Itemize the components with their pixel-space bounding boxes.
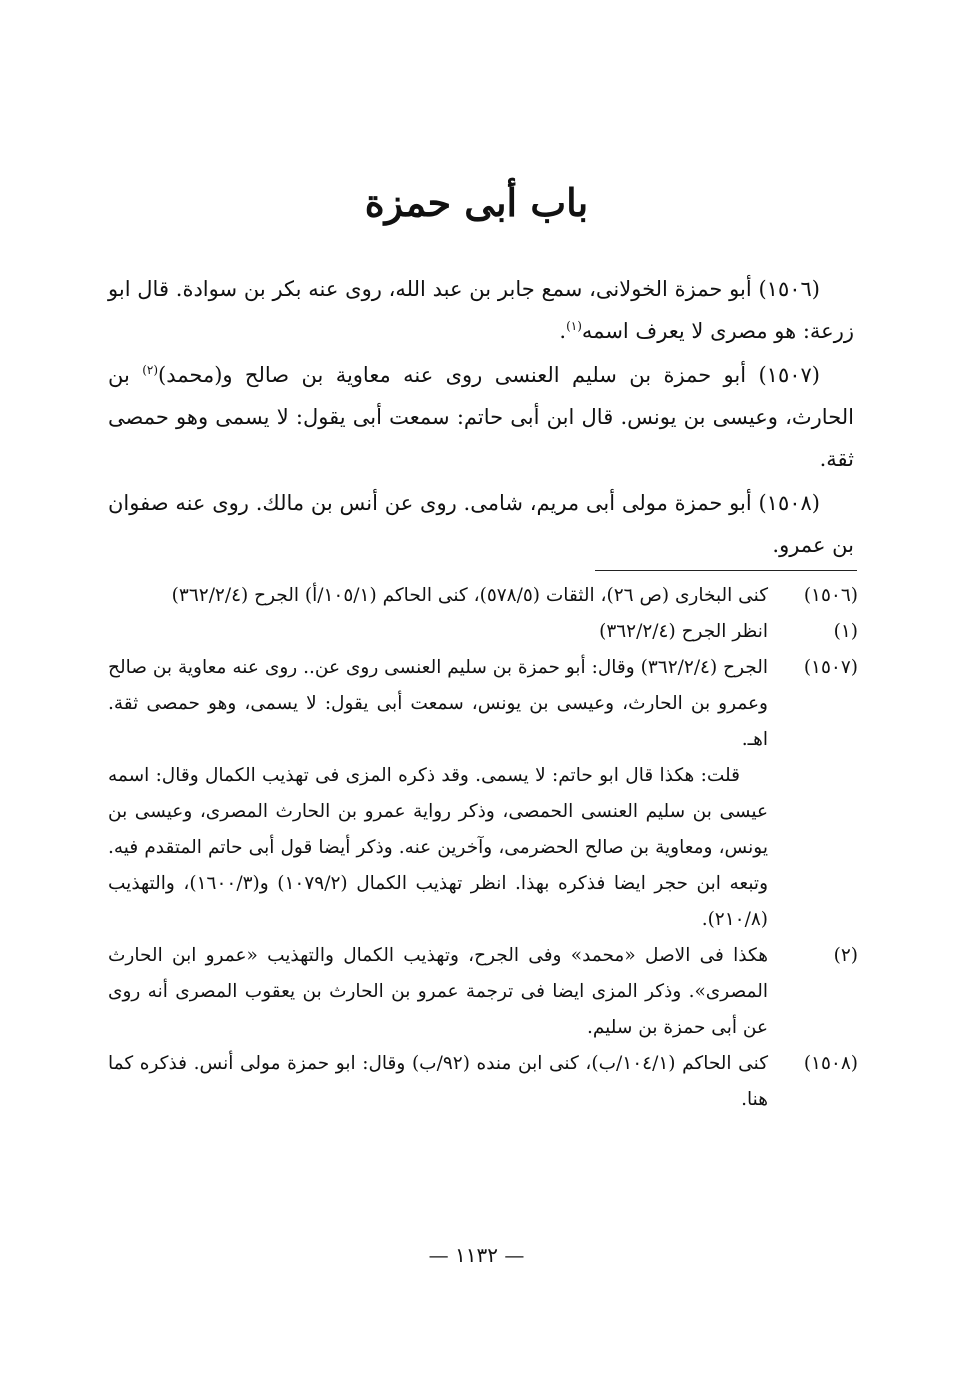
footnote-body [108,614,768,650]
entry-1507 [108,354,854,480]
footnote-mark: (١) [566,319,582,333]
footnote-1 [108,614,858,650]
footnote-paragraph: كنى الحاكم (١٠٤/١/ب)، كنى ابن منده (٩٢/ب) وقال: ابو حمزة مولى أنس. فذكره كما هنا. [108,1053,768,1110]
footnote-paragraph: قلت: هكذا قال ابو حاتم: لا يسمى. وقد ذكره المزى فى تهذيب الكمال وقال: اسمه عيسى بن سليم العنسى الحمصى، وذكر رواية عمرو بن الحارث المصرى، وعيسى بن يونس، ومعاوية بن صالح الحضرمى، وآخرين عنه. وذكر أيضا قول أبى حاتم المتقدم فيه. وتبعه ابن حجر ايضا فذكره بهذا. انظر تهذيب الكمال (١٠٧٩/٢) و(١٦٠٠/٣)، والتهذيب (٢١٠/٨). [108,765,769,930]
entry-1506 [108,268,854,352]
entry-text-continued: بن الحارث، وعيسى بن يونس. قال ابن أبى حاتم: سمعت أبى يقول: لا يسمى وهو حمصى ثقة. [108,363,854,471]
entry-number: (١٥٠٧) [758,363,820,387]
footnote-paragraph: هكذا فى الاصل «محمد» وفى الجرح، وتهذيب الكمال والتهذيب «عمرو ابن الحارث المصرى». وذكر المزى ايضا فى ترجمة عمرو بن الحارث بن يعقوب المصرى أنه روى عن أبى حمزة بن سليم. [108,945,768,1038]
footnote-key: (٢) [833,945,858,966]
footnote-key: (١٥٠٨) [803,1053,858,1074]
footnote-body [108,938,768,1046]
footnote-mark: (٢) [142,363,159,377]
main-text [108,268,854,568]
page-number: — ١١٣٢ — [428,1243,525,1267]
entry-text: أبو حمزة مولى أبى مريم، شامى. روى عن أنس بن مالك. روى عنه صفوان بن عمرو. [108,491,854,557]
footnote-body [108,1046,768,1118]
footnote-body [108,578,768,614]
footnote-paragraph: الجرح (٣٦٢/٢/٤) وقال: أبو حمزة بن سليم العنسى روى عن.. روى عنه معاوية بن صالح وعمرو بن الحارث، وعيسى بن يونس، سمعت أبى يقول: لا يسمى، وهو حمصى ثقة. اهـ. [108,657,769,750]
entry-1508 [108,482,854,566]
footnote-1508 [108,1046,858,1118]
entry-text: أبو حمزة الخولانى، سمع جابر بن عبد الله، روى عنه بكر بن سوادة. قال ابو زرعة: هو مصرى لا يعرف اسمه [108,277,854,343]
footnote-paragraph: كنى البخارى (ص ٢٦)، الثقات (٥٧٨/٥)، كنى الحاكم (١٠٥/١/أ) الجرح (٣٦٢/٢/٤) [171,585,768,606]
footnote-1506 [108,578,858,614]
footnote-paragraph: انظر الجرح (٣٦٢/٢/٤) [599,621,768,642]
entry-text: أبو حمزة بن سليم العنسى روى عنه معاوية بن صالح و(محمد) [158,363,747,387]
footnotes [108,578,858,1118]
entry-number: (١٥٠٦) [758,277,820,301]
entry-tail: . [559,319,567,343]
entry-number: (١٥٠٨) [758,491,820,515]
footnote-separator [595,570,857,571]
chapter-title: باب أبى حمزة [364,180,589,225]
footnote-key: (١) [833,621,858,642]
footnote-key: (١٥٠٧) [803,657,858,678]
footnote-body [108,650,768,938]
footnote-1507 [108,650,858,938]
footnote-2 [108,938,858,1046]
footnote-key: (١٥٠٦) [803,585,858,606]
